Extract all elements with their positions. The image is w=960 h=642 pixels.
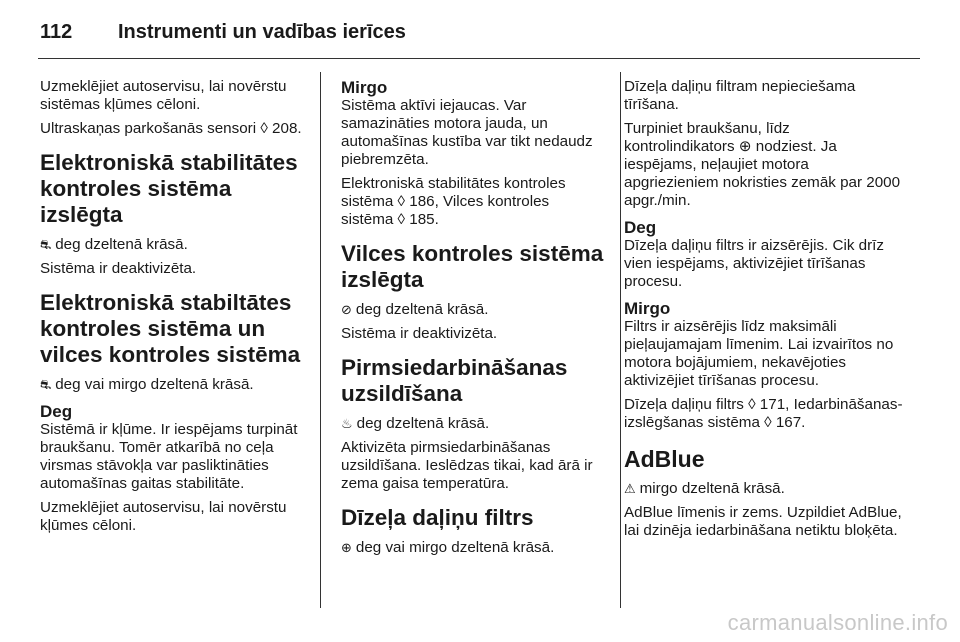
paragraph: Sistēma ir deaktivizēta. — [40, 260, 197, 277]
header-rule — [38, 58, 920, 59]
sub-heading: Deg — [624, 218, 657, 237]
watermark: carmanualsonline.info — [727, 610, 948, 635]
paragraph: Dīzeļa daļiņu filtrs ◊ 171, Iedarbināšanas-izslēgšanas sistēma ◊ 167. — [624, 396, 903, 431]
indicator-line: ⊘ deg dzeltenā krāsā. — [341, 301, 489, 318]
column-2 — [341, 78, 605, 563]
esc-off-icon: ⛐ — [40, 237, 52, 252]
paragraph: Uzmeklējiet autoservisu, lai novērstu kļūmes cēloni. — [40, 499, 287, 534]
indicator-line: ⛐ deg vai mirgo dzeltenā krāsā. — [40, 376, 254, 393]
page-number: 112 — [40, 20, 73, 43]
section-heading: Elektroniskā stabilitātes kontroles sistēma izslēgta — [40, 150, 298, 227]
adblue-icon: ⚠ — [624, 481, 636, 496]
column-1 — [40, 78, 310, 541]
paragraph: Dīzeļa daļiņu filtram nepieciešama tīrīšana. — [624, 78, 856, 113]
particle-filter-icon: ⊕ — [341, 540, 352, 555]
paragraph: Elektroniskā stabilitātes kontroles sistēma ◊ 186, Vilces kontroles sistēma ◊ 185. — [341, 175, 566, 228]
column-3 — [624, 78, 904, 546]
traction-off-icon: ⊘ — [341, 302, 352, 317]
paragraph: Sistēma ir deaktivizēta. — [341, 325, 498, 342]
section-heading: Dīzeļa daļiņu filtrs — [341, 505, 534, 530]
indicator-line: ♨ deg dzeltenā krāsā. — [341, 415, 490, 432]
column-divider — [320, 72, 321, 608]
page-header — [40, 14, 406, 50]
paragraph: Filtrs ir aizsērējis līdz maksimāli pieļaujamajam līmenim. Lai izvairītos no motora bojājumiem, nekavējoties aktivizējiet tīrīšanas procesu. — [624, 318, 894, 389]
indicator-line: ⚠ mirgo dzeltenā krāsā. — [624, 480, 785, 497]
paragraph: Turpiniet braukšanu, līdz kontrolindikators ⊕ nodziest. Ja iespējams, neļaujiet motora apgriezieniem nokristies zemāk par 2000 apgr./min. — [624, 120, 901, 209]
paragraph: Sistēmā ir kļūme. Ir iespējams turpināt braukšanu. Tomēr atkarībā no ceļa virsmas stāvokļa var pasliktināties automašīnas gaitas stabilitāte. — [40, 421, 298, 492]
esc-skid-icon: ⛐ — [40, 377, 52, 392]
paragraph: AdBlue līmenis ir zems. Uzpildiet AdBlue, lai dzinēja iedarbināšana netiktu bloķēta. — [624, 504, 902, 539]
section-heading: AdBlue — [624, 446, 705, 472]
column-divider — [620, 72, 621, 608]
sub-heading: Mirgo — [341, 78, 388, 97]
page-title: Instrumenti un vadības ierīces — [118, 20, 406, 43]
paragraph: Sistēma aktīvi iejaucas. Var samazināties motora jauda, un automašīnas kustība var tikt nedaudz piebremzēta. — [341, 97, 593, 168]
paragraph: Dīzeļa daļiņu filtrs ir aizsērējis. Cik drīz vien iespējams, aktivizējiet tīrīšanas procesu. — [624, 237, 884, 290]
paragraph: Ultraskaņas parkošanās sensori ◊ 208. — [40, 120, 302, 137]
indicator-line: ⛐ deg dzeltenā krāsā. — [40, 236, 188, 253]
indicator-line: ⊕ deg vai mirgo dzeltenā krāsā. — [341, 539, 555, 556]
sub-heading: Mirgo — [624, 299, 671, 318]
paragraph: Aktivizēta pirmsiedarbināšanas uzsildīšana. Ieslēdzas tikai, kad ārā ir zema gaisa temperatūra. — [341, 439, 593, 492]
section-heading: Vilces kontroles sistēma izslēgta — [341, 241, 604, 292]
section-heading: Pirmsiedarbināšanas uzsildīšana — [341, 355, 568, 406]
glow-plug-icon: ♨ — [341, 416, 353, 431]
paragraph: Uzmeklējiet autoservisu, lai novērstu sistēmas kļūmes cēloni. — [40, 78, 287, 113]
sub-heading: Deg — [40, 402, 73, 421]
section-heading: Elektroniskā stabiltātes kontroles sistēma un vilces kontroles sistēma — [40, 290, 301, 367]
